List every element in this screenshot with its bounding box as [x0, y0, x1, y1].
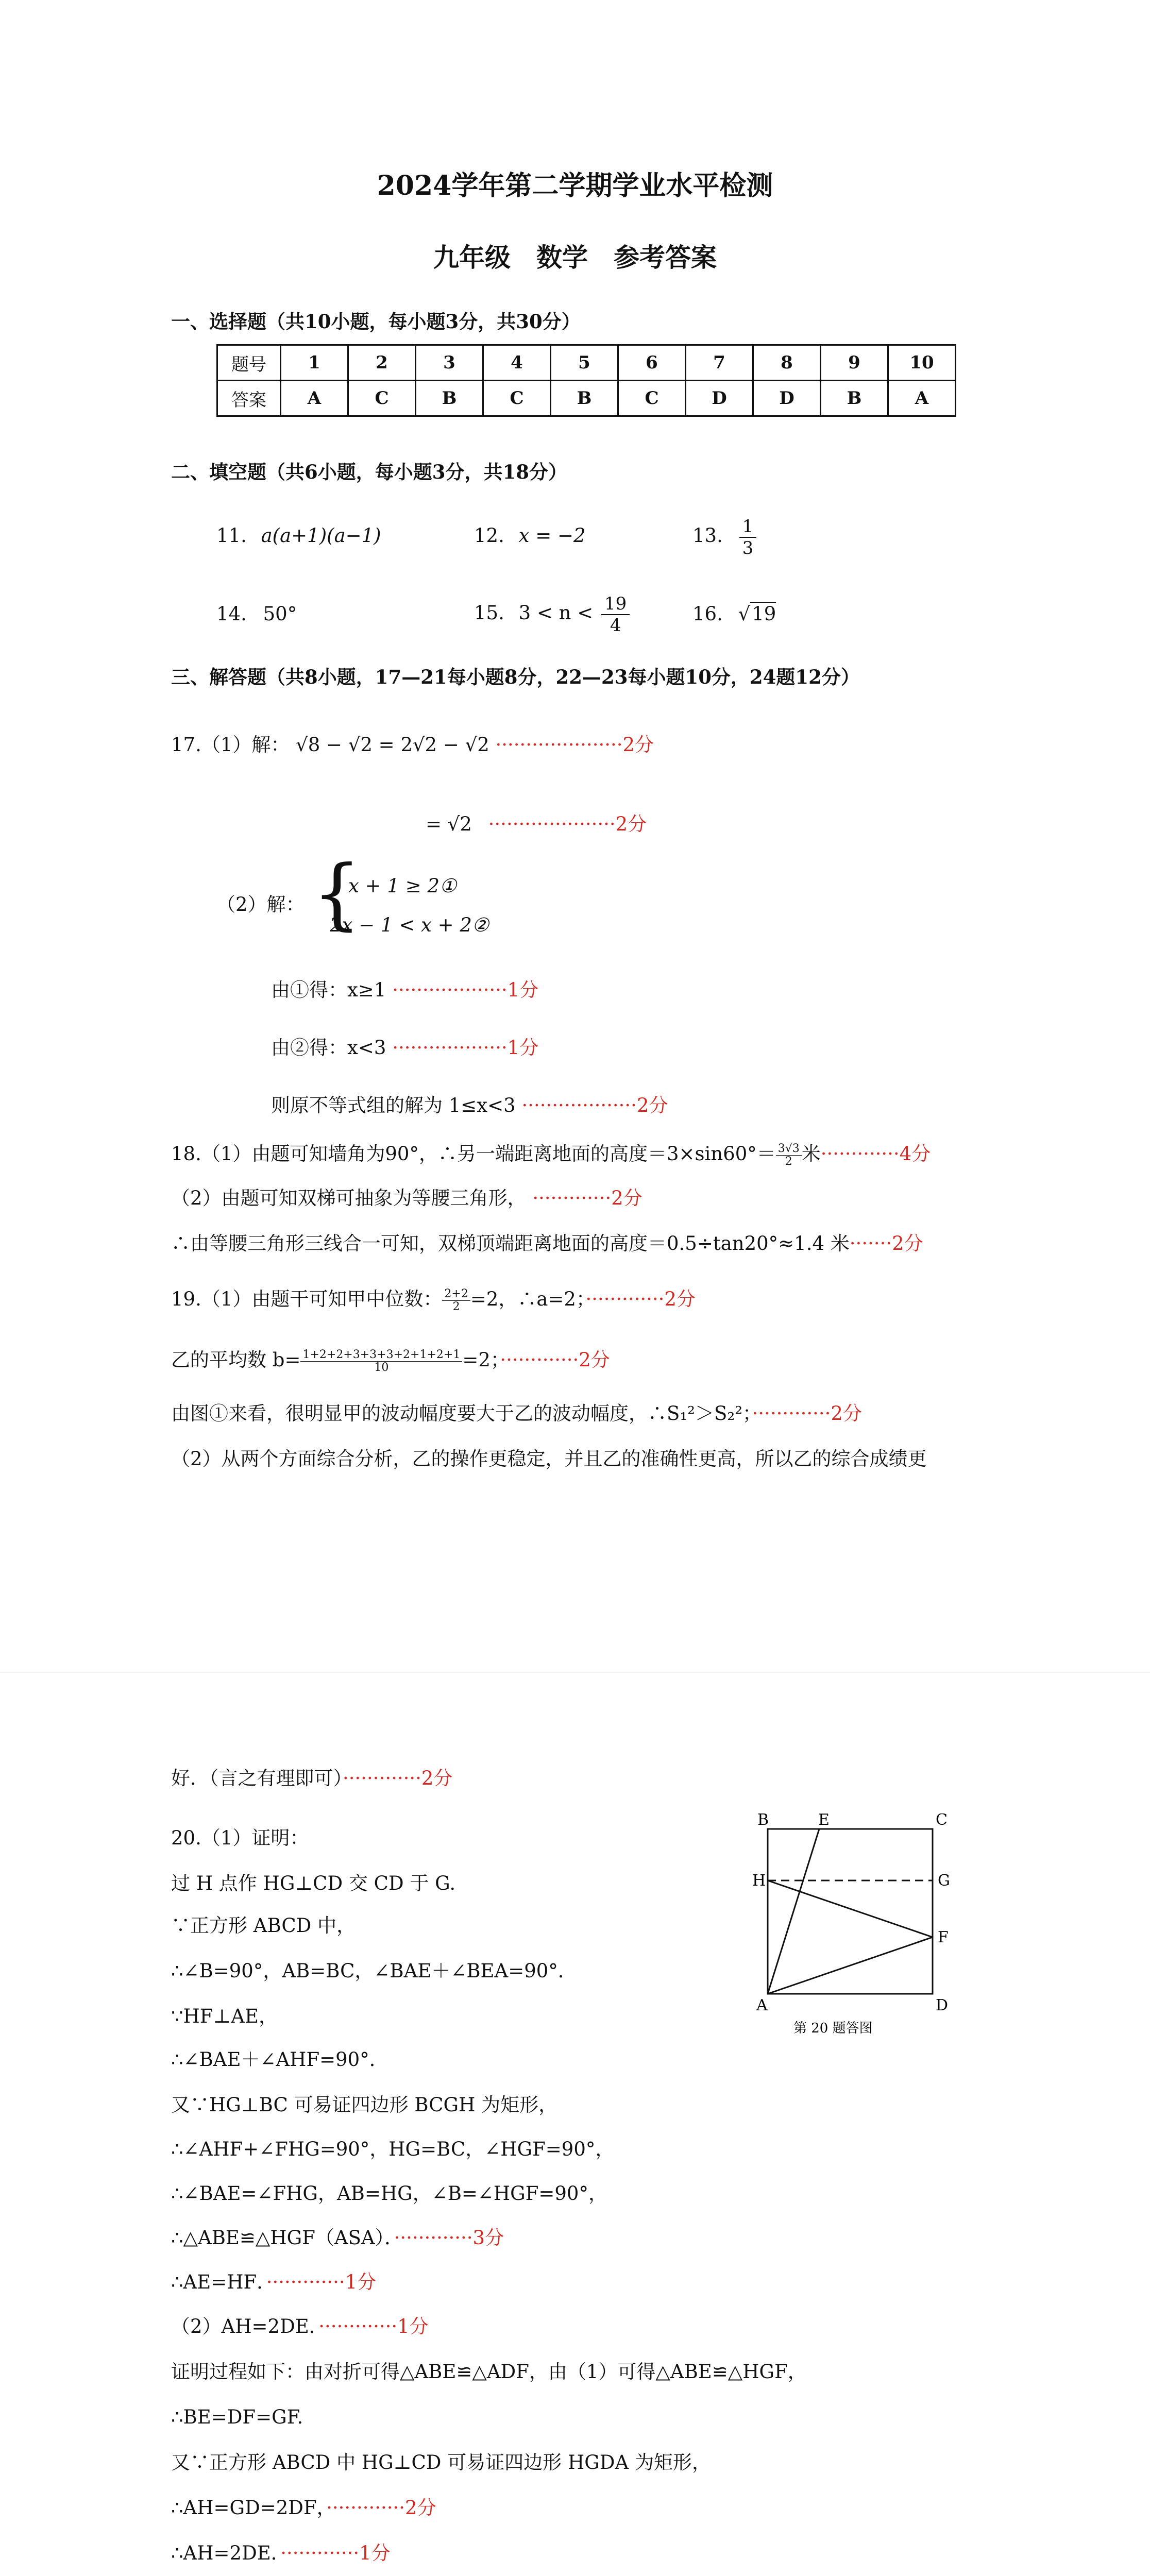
solution-text: 由图①来看，很明显甲的波动幅度要大于乙的波动幅度，∴S₁²＞S₂²；: [171, 1402, 752, 1425]
fraction-numerator: 3√3: [776, 1143, 802, 1156]
page-subtitle: 九年级 数学 参考答案: [433, 242, 717, 273]
segment-hf: [768, 1880, 933, 1937]
q20-line-11: [171, 2268, 376, 2297]
q18-part2-result: [171, 1229, 923, 1258]
question-number: 14.: [216, 603, 247, 625]
table-cell: 1: [281, 345, 348, 381]
q17-part1-result: [426, 810, 647, 839]
section-heading-fill: 二、填空题（共6小题，每小题3分，共18分）: [171, 461, 567, 483]
table-cell: C: [618, 381, 686, 416]
table-cell: 10: [888, 345, 956, 381]
q19-mean: [171, 1346, 610, 1375]
answer-table: [216, 344, 956, 417]
table-cell: 9: [821, 345, 888, 381]
q18-part2: [171, 1184, 642, 1213]
answer-12: [474, 521, 586, 550]
q20-line-4: ∴∠B=90°，AB=BC，∠BAE＋∠BEA=90°．: [171, 1960, 577, 1982]
table-row: [217, 381, 956, 416]
inequality-1: x + 1 ≥ 2①: [348, 875, 457, 897]
score-mark: ·············2分: [343, 1767, 453, 1789]
table-cell: B: [416, 381, 483, 416]
answer-value: x = −2: [518, 524, 586, 547]
table-header-cell: 题号: [217, 345, 281, 381]
q19-part2-cont: [171, 1764, 452, 1793]
unit: 米: [801, 1143, 821, 1165]
math-step: 由②得：x<3: [271, 1037, 386, 1059]
q20-line-2: 过 H 点作 HG⊥CD 交 CD 于 G.: [171, 1872, 456, 1894]
answer-value: a(a+1)(a−1): [261, 524, 381, 547]
q20-line-13: 证明过程如下：由对折可得△ABE≌△ADF，由（1）可得△ABE≌△HGF，: [171, 2361, 807, 2383]
question-number: 15.: [474, 602, 504, 624]
fraction: [442, 1288, 470, 1313]
table-row: [217, 345, 956, 381]
page-title: 2024学年第二学期学业水平检测: [377, 170, 773, 201]
section-heading-solve: 三、解答题（共8小题，17—21每小题8分，22—23每小题10分，24题12分）: [171, 666, 860, 688]
label-f: F: [938, 1928, 949, 1946]
solution-text: ∴AH=GD=2DF，: [171, 2497, 327, 2519]
fraction-denominator: 2: [452, 1300, 460, 1313]
math-expression: √8 − √2 = 2√2 − √2: [296, 734, 489, 756]
table-cell: 2: [348, 345, 416, 381]
score-mark: ·······2分: [849, 1232, 923, 1255]
fraction: [776, 1143, 802, 1168]
q20-line-10: [171, 2224, 504, 2252]
fraction-denominator: 10: [374, 1361, 389, 1374]
label-a: A: [756, 1996, 768, 2014]
solution-text: 19.（1）由题干可知甲中位数：: [171, 1288, 443, 1310]
table-header-cell: 答案: [217, 381, 281, 416]
q20-line-12: [171, 2312, 429, 2341]
answer-13: [692, 510, 758, 562]
q20-line-8: ∴∠AHF+∠FHG=90°，HG=BC，∠HGF=90°，: [171, 2138, 615, 2160]
solution-text: 好．（言之有理即可）: [171, 1767, 343, 1789]
table-cell: A: [281, 381, 348, 416]
q17-part2-label: （2）解：: [216, 893, 305, 916]
solution-text: ∴由等腰三角形三线合一可知，双梯顶端距离地面的高度＝0.5÷tan20°≈1.4 米: [171, 1232, 850, 1255]
answer-15: [474, 587, 632, 639]
q20-line-16: [171, 2494, 436, 2522]
segment-ae: [768, 1829, 819, 1994]
score-mark: ·····················2分: [495, 734, 654, 756]
score-mark: ·············1分: [318, 2315, 429, 2337]
table-cell: 8: [753, 345, 821, 381]
table-cell: A: [888, 381, 956, 416]
question-label: 17.（1）解：: [171, 734, 290, 756]
solution-text: =2；: [462, 1349, 500, 1371]
solution-text: ∴△ABE≌△HGF（ASA）．: [171, 2227, 394, 2249]
q20-line-1: 20.（1）证明：: [171, 1827, 309, 1849]
fraction-numerator: 19: [601, 594, 630, 615]
q20-line-3: ∵正方形 ABCD 中，: [171, 1914, 356, 1937]
label-h: H: [752, 1872, 766, 1890]
table-cell: D: [753, 381, 821, 416]
score-mark: ···················1分: [392, 979, 539, 1001]
system-brace: {: [312, 849, 362, 939]
figure-caption: 第 20 题答图: [793, 2021, 873, 2036]
answer-11: [216, 521, 381, 550]
table-cell: C: [483, 381, 551, 416]
solution-text: 18.（1）由题可知墙角为90°，∴另一端距离地面的高度＝3×sin60°＝: [171, 1143, 776, 1165]
math-step: 由①得：x≥1: [271, 979, 386, 1001]
score-mark: ·············4分: [820, 1143, 931, 1165]
score-mark: ·············2分: [532, 1187, 642, 1209]
q20-line-7: 又∵HG⊥BC 可易证四边形 BCGH 为矩形，: [171, 2094, 558, 2116]
fraction-denominator: 3: [742, 537, 754, 558]
score-mark: ·············1分: [266, 2271, 377, 2293]
q19-variance: [171, 1399, 862, 1428]
math-step: 则原不等式组的解为 1≤x<3: [271, 1094, 516, 1116]
table-cell: 6: [618, 345, 686, 381]
answer-value: 19: [750, 602, 776, 625]
sqrt-sign: √: [738, 603, 751, 625]
q20-line-15: 又∵正方形 ABCD 中 HG⊥CD 可易证四边形 HGDA 为矩形，: [171, 2451, 711, 2473]
solution-text: ∴AH=2DE．: [171, 2542, 281, 2564]
fraction: [739, 516, 757, 558]
q19-part1: [171, 1285, 696, 1314]
fraction-numerator: 2+2: [442, 1288, 470, 1301]
q17-part1: [171, 731, 654, 759]
solution-text: =2，∴a=2；: [470, 1288, 586, 1310]
q17-step3: [271, 1091, 668, 1120]
fraction: [300, 1349, 462, 1374]
math-expression: = √2: [426, 813, 472, 835]
answer-16: [692, 600, 776, 629]
question-number: 13.: [692, 524, 723, 547]
segment-af: [768, 1937, 933, 1994]
table-cell: B: [551, 381, 618, 416]
score-mark: ·····················2分: [488, 813, 647, 835]
table-cell: 5: [551, 345, 618, 381]
solution-text: ∴AE=HF．: [171, 2271, 266, 2293]
score-mark: ·············2分: [752, 1402, 862, 1425]
label-d: D: [936, 1996, 949, 2014]
question-number: 16.: [692, 603, 723, 625]
score-mark: ·············2分: [326, 2497, 436, 2519]
label-b: B: [757, 1814, 769, 1829]
q20-line-17: [171, 2539, 391, 2568]
table-cell: 4: [483, 345, 551, 381]
q17-step1: [271, 976, 538, 1005]
q19-part2: （2）从两个方面综合分析，乙的操作更稳定，并且乙的准确性更高，所以乙的综合成绩更: [171, 1448, 927, 1470]
q20-line-5: ∵HF⊥AE，: [171, 2005, 278, 2027]
solution-text: （2）AH=2DE．: [171, 2315, 319, 2337]
table-cell: 3: [416, 345, 483, 381]
score-mark: ·············3分: [394, 2227, 504, 2249]
score-mark: ···················1分: [392, 1037, 539, 1059]
score-mark: ···················2分: [521, 1094, 668, 1116]
solution-text: （2）由题可知双梯可抽象为等腰三角形，: [171, 1187, 527, 1209]
square-abcd: [768, 1829, 933, 1994]
solution-text: 乙的平均数 b=: [171, 1349, 301, 1371]
q20-line-9: ∴∠BAE=∠FHG，AB=HG，∠B=∠HGF=90°，: [171, 2182, 607, 2205]
score-mark: ·············2分: [585, 1288, 696, 1310]
table-cell: 7: [686, 345, 753, 381]
fraction-denominator: 4: [610, 615, 621, 636]
answer-value: 3 < n <: [518, 602, 594, 624]
question-number: 11.: [216, 524, 247, 547]
table-cell: B: [821, 381, 888, 416]
inequality-2: 2x − 1 < x + 2②: [330, 914, 489, 936]
score-mark: ·············1分: [280, 2542, 391, 2564]
label-c: C: [936, 1814, 948, 1829]
page-break: [0, 1672, 1150, 1673]
table-cell: C: [348, 381, 416, 416]
fraction-numerator: 1: [739, 516, 757, 538]
fraction: [601, 594, 630, 636]
q20-line-14: ∴BE=DF=GF.: [171, 2406, 303, 2428]
section-heading-choice: 一、选择题（共10小题，每小题3分，共30分）: [171, 310, 581, 333]
score-mark: ·············2分: [500, 1349, 610, 1371]
q18-part1: [171, 1140, 931, 1168]
fraction-denominator: 2: [785, 1155, 792, 1168]
answer-value: 50°: [263, 603, 297, 625]
answer-14: [216, 600, 297, 629]
q20-line-6: ∴∠BAE＋∠AHF=90°．: [171, 2048, 388, 2071]
q21-line-1: [171, 2573, 421, 2576]
question-number: 12.: [474, 524, 504, 547]
q20-figure: [742, 1814, 969, 2040]
fraction-numerator: 1+2+2+3+3+3+2+1+2+1: [300, 1349, 462, 1362]
table-cell: D: [686, 381, 753, 416]
q17-step2: [271, 1033, 538, 1062]
label-g: G: [938, 1872, 950, 1890]
label-e: E: [818, 1814, 830, 1829]
